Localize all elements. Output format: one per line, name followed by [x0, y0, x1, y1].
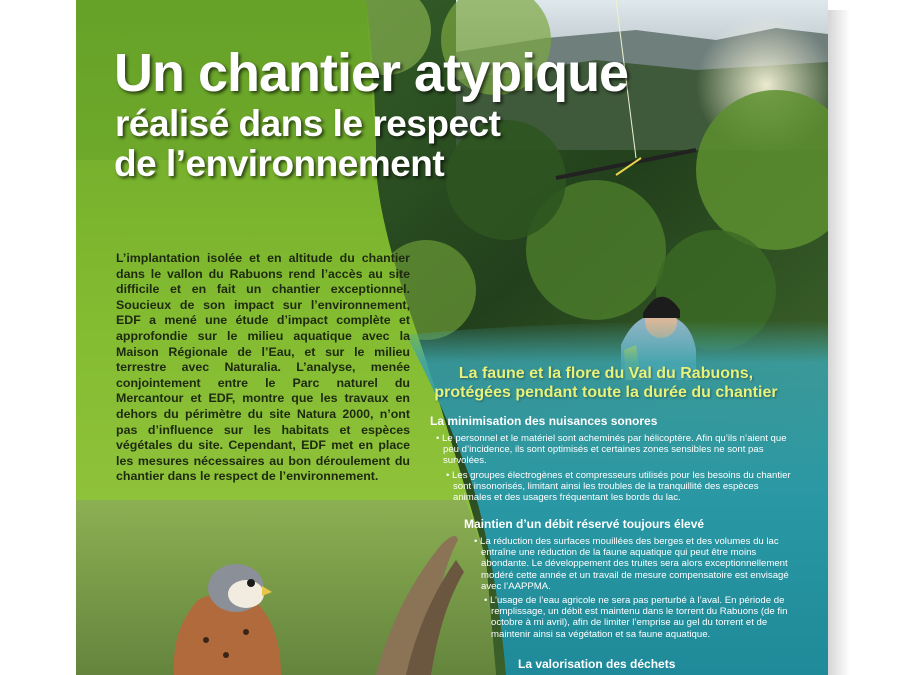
section-heading-flow: Maintien d’un débit réservé toujours élevé [464, 517, 705, 531]
flow-bullet-list [474, 536, 794, 643]
flow-bullet: • La réduction des surfaces mouillées des berges et des volumes du lac entraîne une réduction de la faune aquatique qui peut être moins abondante. Le développement des truites sera alors exceptionnellement modéré cette année et un travail de mesure compensatoire est envisagé avec l’AAPPMA. [474, 536, 794, 592]
title-line-3: de l’environnement [114, 143, 445, 184]
noise-bullet-list [436, 433, 794, 506]
flow-bullet: • L’usage de l’eau agricole ne sera pas perturbé à l’aval. En période de remplissage, un débit est maintenu dans le torrent du Rabuons (de fin octobre à mi avril), afin de limiter l’emprise au gel du torrent et de maintenir ainsi sa végétation et sa faune aquatique. [484, 595, 794, 640]
title-line-2: réalisé dans le respect [115, 103, 501, 144]
title-line-1: Un chantier atypique [114, 43, 629, 103]
section-subtitle [418, 364, 794, 402]
poster-title [114, 43, 629, 184]
poster [76, 0, 828, 675]
subtitle-line-1: La faune et la flore du Val du Rabuons, [458, 365, 754, 382]
section-heading-waste: La valorisation des déchets [518, 657, 676, 671]
intro-paragraph: L’implantation isolée et en altitude du chantier dans le vallon du Rabuons rend l’accès au site difficile et en fait un chantier exceptionnel. Soucieux de son impact sur l’environnement, EDF a mené une étude d’impact complète et approfondie sur le milieu aquatique avec la Maison Régionale de l’Eau, et sur le milieu terrestre avec Naturalia. L’analyse, menée conjointement entre le Parc naturel du Mercantour et EDF, montre que les travaux en dehors du périmètre du site Natura 2000, n’ont pas d’influence sur les habitats et espèces végétales du site. Cependant, EDF met en place les mesures nécessaires au bon déroulement du chantier dans le respect de l’environnement. [116, 251, 410, 484]
subtitle-line-2: protégées pendant toute la durée du chantier [434, 384, 778, 401]
section-heading-noise: La minimisation des nuisances sonores [430, 414, 658, 428]
noise-bullet: • Les groupes électrogènes et compresseurs utilisés pour les besoins du chantier sont insonorisés, limitant ainsi les troubles de la tranquillité des espèces animales et des usagers fréquentant les bords du lac. [446, 470, 794, 504]
noise-bullet: • Le personnel et le matériel sont acheminés par hélicoptère. Afin qu’ils n’aient que peu d’incidence, ils sont optimisés et certaines zones sensibles ne sont pas survolées. [436, 433, 794, 467]
